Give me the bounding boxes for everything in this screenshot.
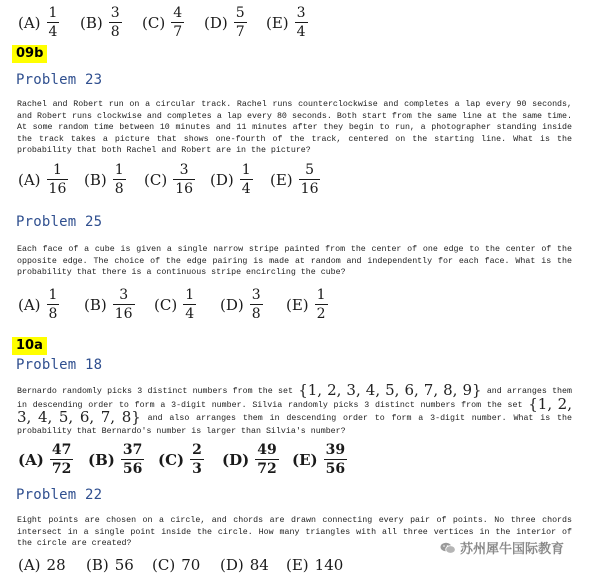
choice-b: (B) $\frac{3}{8}$ — [80, 5, 120, 40]
choice-b: (B) 56 — [86, 556, 134, 574]
fraction: $\frac{47}{72}$ — [51, 442, 72, 477]
fraction: $\frac{1}{16}$ — [48, 162, 67, 197]
fraction: $\frac{49}{72}$ — [257, 442, 277, 477]
watermark — [440, 538, 564, 557]
choice-b: (B) $\frac{3}{16}$ — [84, 287, 133, 322]
problem-25-text: Each face of a cube is given a single narrow stripe painted from the center of one edge to the center of the opposite edge. The choice of the edge pairing is made at random and independently for each face. What is the probability that there is a continuous stripe encircling the cube? — [17, 245, 572, 277]
number-set-1-8: {1, 2, 3, 4, 5, 6, 7, 8} — [17, 394, 572, 426]
fraction: $\frac{3}{4}$ — [296, 5, 306, 40]
choice-b: (B) $\frac{1}{8}$ — [84, 162, 124, 197]
number-set-1-9: {1, 2, 3, 4, 5, 6, 7, 8, 9} — [298, 381, 482, 399]
problem-22-choices — [18, 556, 356, 574]
problem-22-text: Eight points are chosen on a circle, and chords are drawn connecting every pair of points. No three chords intersect in a single point inside the circle. How many triangles with all three vertices in the interior of the circle are created? — [17, 516, 572, 548]
fraction: $\frac{3}{16}$ — [175, 162, 194, 197]
problem-25-heading: Problem 25 — [16, 214, 103, 230]
choice-e: (E) $\frac{3}{4}$ — [266, 5, 306, 40]
fraction: $\frac{1}{8}$ — [114, 162, 124, 197]
problem-25-choices — [18, 288, 352, 321]
choice-d: (D) $\frac{49}{72}$ — [222, 442, 277, 477]
fraction: $\frac{1}{4}$ — [185, 287, 195, 322]
fraction: $\frac{37}{56}$ — [122, 442, 143, 477]
choice-a: (A) $\frac{1}{16}$ — [18, 162, 67, 197]
watermark-text: 苏州犀牛国际教育 — [460, 542, 565, 557]
choice-e: (E) $\frac{5}{16}$ — [270, 162, 319, 197]
section-tag-09b: 09b — [12, 45, 47, 63]
problem-18-choices — [18, 443, 362, 476]
choice-d: (D) $\frac{5}{7}$ — [204, 5, 245, 40]
choice-d: (D) 84 — [220, 556, 269, 574]
problem-23-choices — [18, 163, 336, 196]
problem-18-heading: Problem 18 — [16, 357, 103, 373]
section-tag-10a: 10a — [12, 337, 47, 355]
fraction: $\frac{3}{8}$ — [251, 287, 261, 322]
fraction: $\frac{1}{4}$ — [48, 5, 58, 40]
wechat-icon — [440, 542, 456, 554]
choice-a: (A) 28 — [18, 556, 66, 574]
choice-a: (A) $\frac{1}{4}$ — [18, 5, 58, 40]
choice-d: (D) $\frac{3}{8}$ — [220, 287, 261, 322]
problem-22-heading: Problem 22 — [16, 487, 103, 503]
problem-23-heading: Problem 23 — [16, 72, 103, 88]
choice-e: (E) 140 — [286, 556, 344, 574]
fraction: $\frac{5}{7}$ — [235, 5, 245, 40]
choice-a: (A) $\frac{47}{72}$ — [18, 442, 72, 477]
choice-e: (E) $\frac{1}{2}$ — [286, 287, 326, 322]
choice-a: (A) $\frac{1}{8}$ — [18, 287, 58, 322]
choice-c: (C) $\frac{3}{16}$ — [144, 162, 194, 197]
choice-b: (B) $\frac{37}{56}$ — [88, 442, 143, 477]
fraction: $\frac{3}{8}$ — [110, 5, 120, 40]
choice-e: (E) $\frac{39}{56}$ — [292, 442, 346, 477]
choice-c: (C) $\frac{1}{4}$ — [154, 287, 195, 322]
fraction: $\frac{1}{8}$ — [48, 287, 58, 322]
top-answer-choices — [18, 6, 328, 39]
problem-18-text: Bernardo randomly picks 3 distinct numbers from the set {1, 2, 3, 4, 5, 6, 7, 8, 9} and arranges them in descending order to form a 3-digit number. Silvia randomly picks 3 distinct numbers from the set {1, 2, 3, 4, 5, 6, 7, 8} and also arranges them in descending order to form a 3-digit number. What is the probability that Bernardo's number is larger than Silvia's number? — [17, 381, 572, 436]
choice-c: (C) 70 — [152, 556, 201, 574]
fraction: $\frac{5}{16}$ — [300, 162, 319, 197]
choice-d: (D) $\frac{1}{4}$ — [210, 162, 251, 197]
problem-23-text: Rachel and Robert run on a circular track. Rachel runs counterclockwise and completes a lap every 90 seconds, and Robert runs clockwise and completes a lap every 80 seconds. Both start from the same line at the same time. At some random time between 10 minutes and 11 minutes after they begin to run, a photographer standing inside the track takes a picture that shows one-fourth of the track, centered on the starting line. What is the probability that both Rachel and Robert are in the picture? — [17, 100, 572, 155]
fraction: $\frac{1}{2}$ — [316, 287, 326, 322]
choice-c: (C) $\frac{2}{3}$ — [158, 442, 202, 477]
fraction: $\frac{1}{4}$ — [241, 162, 251, 197]
fraction: $\frac{2}{3}$ — [192, 442, 202, 477]
fraction: $\frac{3}{16}$ — [114, 287, 133, 322]
fraction: $\frac{39}{56}$ — [325, 442, 346, 477]
choice-c: (C) $\frac{4}{7}$ — [142, 5, 183, 40]
fraction: $\frac{4}{7}$ — [173, 5, 183, 40]
